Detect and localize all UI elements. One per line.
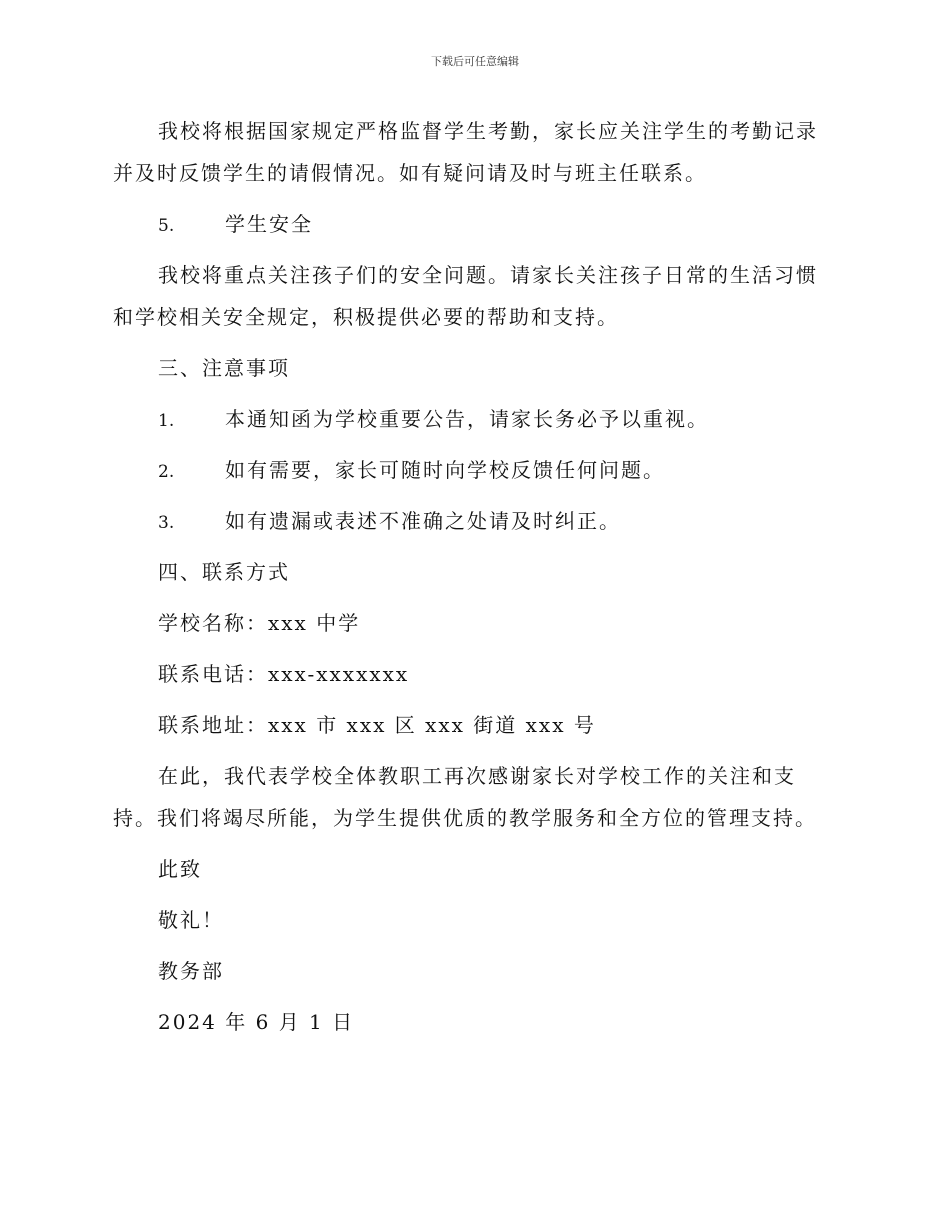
- closing-cizhi: 此致: [158, 857, 202, 881]
- document-body: [113, 110, 833, 1052]
- section-title-notes: 三、注意事项: [158, 356, 290, 380]
- note-item: [113, 449, 833, 491]
- page-header: 下载后可任意编辑: [431, 55, 519, 68]
- closing-jingli: 敬礼！: [158, 908, 224, 932]
- attendance-paragraph: 我校将根据国家规定严格监督学生考勤，家长应关注学生的考勤记录并及时反馈学生的请假情况。如有疑问请及时与班主任联系。: [113, 119, 818, 185]
- note-number: 1.: [158, 411, 175, 431]
- note-item: [113, 398, 833, 440]
- safety-paragraph: 我校将重点关注孩子们的安全问题。请家长关注孩子日常的生活习惯和学校相关安全规定，积极提供必要的帮助和支持。: [113, 263, 818, 329]
- note-item: [113, 500, 833, 542]
- note-text: 如有遗漏或表述不准确之处请及时纠正。: [225, 509, 621, 533]
- note-text: 本通知函为学校重要公告，请家长务必予以重视。: [225, 407, 709, 431]
- note-number: 3.: [158, 513, 175, 533]
- section-title-contact: 四、联系方式: [158, 560, 290, 584]
- contact-phone: 联系电话：xxx-xxxxxxx: [158, 662, 410, 686]
- note-number: 2.: [158, 462, 175, 482]
- contact-address: 联系地址：xxx 市 xxx 区 xxx 街道 xxx 号: [158, 713, 596, 737]
- item-number: 5.: [158, 216, 175, 236]
- note-text: 如有需要，家长可随时向学校反馈任何问题。: [225, 458, 665, 482]
- signature-date: 2024 年 6 月 1 日: [158, 1010, 355, 1034]
- item-text: 学生安全: [225, 212, 313, 236]
- contact-school: 学校名称：xxx 中学: [158, 611, 361, 635]
- item-student-safety: [113, 203, 833, 245]
- thanks-paragraph: 在此，我代表学校全体教职工再次感谢家长对学校工作的关注和支持。我们将竭尽所能，为学生提供优质的教学服务和全方位的管理支持。: [113, 764, 817, 830]
- signature-department: 教务部: [158, 959, 224, 983]
